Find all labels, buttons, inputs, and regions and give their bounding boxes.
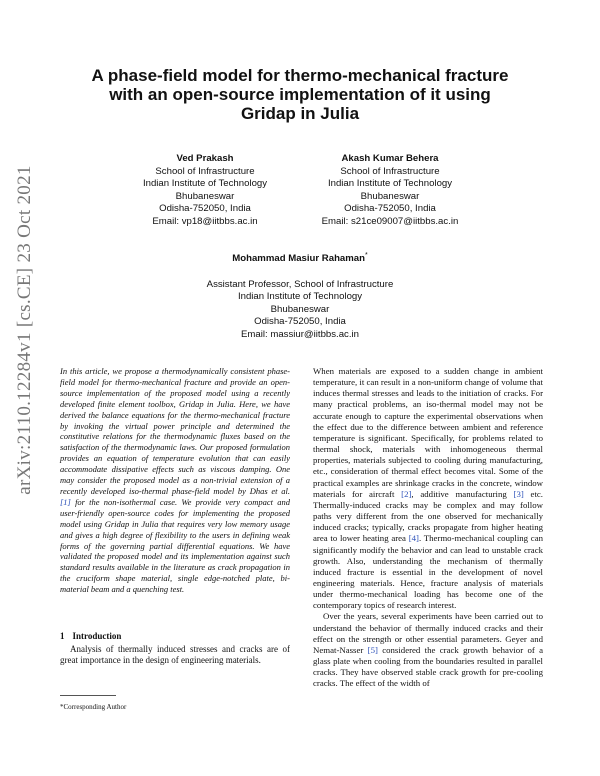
body-text: When materials are exposed to a sudden change in ambient temperature, it can result in a non-uniform change of volume that induces thermal stresses and leads to the initiation of cracks. For many practical problems, an iso-thermal model may not be accurate enough to capture the experimental observations when the effect due to the difference between ambient and reference temperature is significant. Specifically, for problems related to thermal shock, materials with inhomogeneous thermal properties, materials subjected to cooling during manufacturing, etc., consideration of thermal effect becomes vital. Some of the practical examples are shrinkage cracks in the concrete, window materials for aircraft: [313, 366, 543, 499]
author-affiliation-line: Odisha-752050, India: [344, 203, 436, 214]
author-email: Email: massiur@iitbbs.ac.in: [241, 328, 359, 340]
abstract: [60, 366, 290, 595]
citation-link[interactable]: [3]: [513, 488, 524, 499]
footnote-divider: [60, 695, 116, 696]
paper-title: A phase-field model for thermo-mechanical fracture with an open-source implementation of it using Gridap in Julia: [91, 66, 509, 123]
author-affiliation-line: School of Infrastructure: [155, 165, 255, 177]
author-block-2: [300, 153, 480, 228]
author-affiliation-line: Assistant Professor, School of Infrastructure: [206, 278, 394, 290]
author-affiliation-line: Indian Institute of Technology: [327, 178, 453, 189]
body-text: etc. Thermally-induced cracks may be complex and may follow paths very different from the one observed for mechanically induced cracks; typically, cracks propagate from higher heating area to lower heating area: [313, 488, 543, 544]
section-heading-introduction: [60, 631, 121, 641]
introduction-paragraph: Analysis of thermally induced stresses and cracks are of great importance in the design of engineering materials.: [60, 644, 290, 666]
author-affiliation-line: Bhubaneswar: [175, 190, 235, 202]
author-affiliation-line: Bhubaneswar: [270, 303, 330, 315]
author-email: Email: vp18@iitbbs.ac.in: [152, 215, 258, 227]
author-name-row: [190, 250, 410, 266]
body-paragraph: [313, 366, 543, 611]
author-name: Mohammad Masiur Rahaman: [232, 253, 365, 265]
author-affiliation-line: Odisha-752050, India: [159, 203, 251, 214]
arxiv-stamp: [10, 165, 40, 495]
body-text: considered the crack growth behavior of a glass plate when cooling from the boundaries resulted in parallel cracks. They have observed stable crack growth for pre-cooling cracks. The effect of the width of: [313, 644, 543, 689]
section-number: 1: [60, 631, 65, 641]
author-affiliation-line: Odisha-752050, India: [254, 316, 346, 328]
citation-link[interactable]: [4]: [408, 533, 419, 544]
author-affiliation-line: Indian Institute of Technology: [142, 178, 268, 189]
corresponding-author-mark: *: [365, 252, 368, 259]
author-block-1: [115, 153, 295, 228]
abstract-text: for the non-isothermal case. We provide very compact and user-friendly open-source codes for implementing the proposed model using Gridap in Julia that requires very low memory usage and gives a high degree of flexibility to the users in defining weak forms of the governing partial differential equations. We have validated the proposed model and its implementation against such standard results available in the literature as crack propagation in the cruciform shape material, single edge-notched plate, bi-material beam and a quenching test.: [60, 496, 290, 595]
body-text: , additive manufacturing: [411, 488, 514, 499]
right-column: [313, 366, 543, 690]
footnote: *Corresponding Author: [60, 703, 127, 711]
author-name: Ved Prakash: [176, 153, 234, 164]
citation-link[interactable]: [2]: [401, 488, 412, 499]
body-text: Over the years, several experiments have been carried out to understand the behavior of thermally induced cracks and their effect on the strength or other essential parameters. Geyer and Nemat-Nasser: [313, 611, 543, 655]
citation-link[interactable]: [1]: [60, 496, 71, 507]
citation-link[interactable]: [5]: [367, 644, 378, 655]
author-affiliation-line: Indian Institute of Technology: [237, 291, 363, 303]
body-text: . Thermo-mechanical coupling can significantly modify the behavior and can lead to unstable crack growth. Also, understanding the mechanism of thermally induced fracture is essential in the development of novel engineering materials. Hence, fracture analysis of materials under thermo-mechanical loading has become one of the contemporary topics of research interest.: [313, 533, 543, 611]
arxiv-stamp-text: arXiv:2110.12284v1 [cs.CE] 23 Oct 2021: [14, 165, 35, 495]
section-title: Introduction: [72, 631, 122, 641]
author-name: Akash Kumar Behera: [341, 153, 439, 164]
author-affiliation-line: School of Infrastructure: [340, 165, 440, 177]
author-email: Email: s21ce09007@iitbbs.ac.in: [321, 215, 459, 227]
author-affiliation-line: Bhubaneswar: [360, 190, 420, 202]
author-block-3: [190, 250, 410, 341]
abstract-text: In this article, we propose a thermodynamically consistent phase-field model for thermo-mechanical fracture and provide an open-source implementation of the proposed model using a recently developed finite element toolbox, Gridap in Julia. Here, we have derived the balance equations for the thermo-mechanical fracture by invoking the virtual power principle and determined the constitutive relations for the thermodynamic fluxes based on the satisfaction of the thermodynamic laws. Our proposed formulation provides an equation of temperature evolution that can easily accommodate dissipative effects such as viscous damping. One may consider the proposed model as a non-trivial extension of a recently developed iso-thermal phase-field model by Dhas et al.: [60, 366, 290, 496]
body-paragraph: [313, 611, 543, 689]
